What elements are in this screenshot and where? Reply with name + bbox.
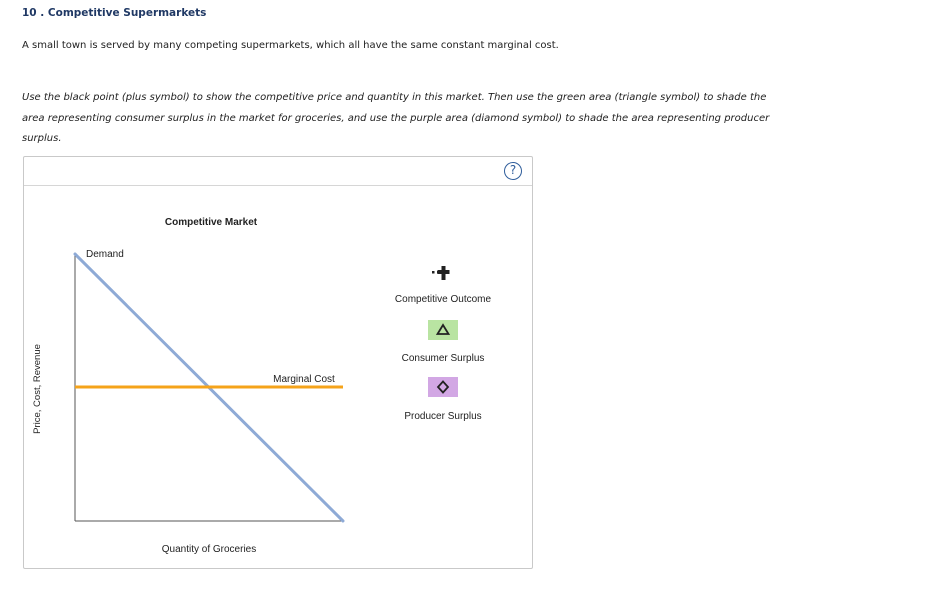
help-button[interactable]: ? — [504, 162, 522, 180]
producer-surplus-label: Producer Surplus — [404, 411, 482, 422]
triangle-icon — [428, 320, 458, 340]
question-title: 10 . Competitive Supermarkets — [22, 7, 207, 19]
x-axis-label: Quantity of Groceries — [161, 544, 257, 555]
y-axis-label: Price, Cost, Revenue — [32, 344, 43, 434]
graph-title: Competitive Market — [164, 217, 258, 228]
diamond-icon — [428, 377, 458, 397]
competitive-outcome-label: Competitive Outcome — [394, 294, 492, 305]
marginal-cost-label: Marginal Cost — [273, 374, 335, 385]
demand-label: Demand — [86, 249, 124, 260]
plus-point-icon — [428, 263, 458, 285]
competitive-outcome-tool[interactable] — [428, 263, 458, 285]
consumer-surplus-label: Consumer Surplus — [401, 353, 485, 364]
instruction-line: surplus. — [22, 133, 62, 144]
graph-panel — [23, 156, 533, 569]
instruction-line: area representing consumer surplus in the market for groceries, and use the purple area (diamond symbol) to shade the area representing producer — [22, 112, 770, 124]
question-instructions — [22, 88, 792, 150]
question-body: A small town is served by many competing supermarkets, which all have the same constant marginal cost. — [22, 40, 559, 51]
instruction-line: Use the black point (plus symbol) to show the competitive price and quantity in this market. Then use the green area (triangle symbol) to shade the — [22, 92, 767, 103]
